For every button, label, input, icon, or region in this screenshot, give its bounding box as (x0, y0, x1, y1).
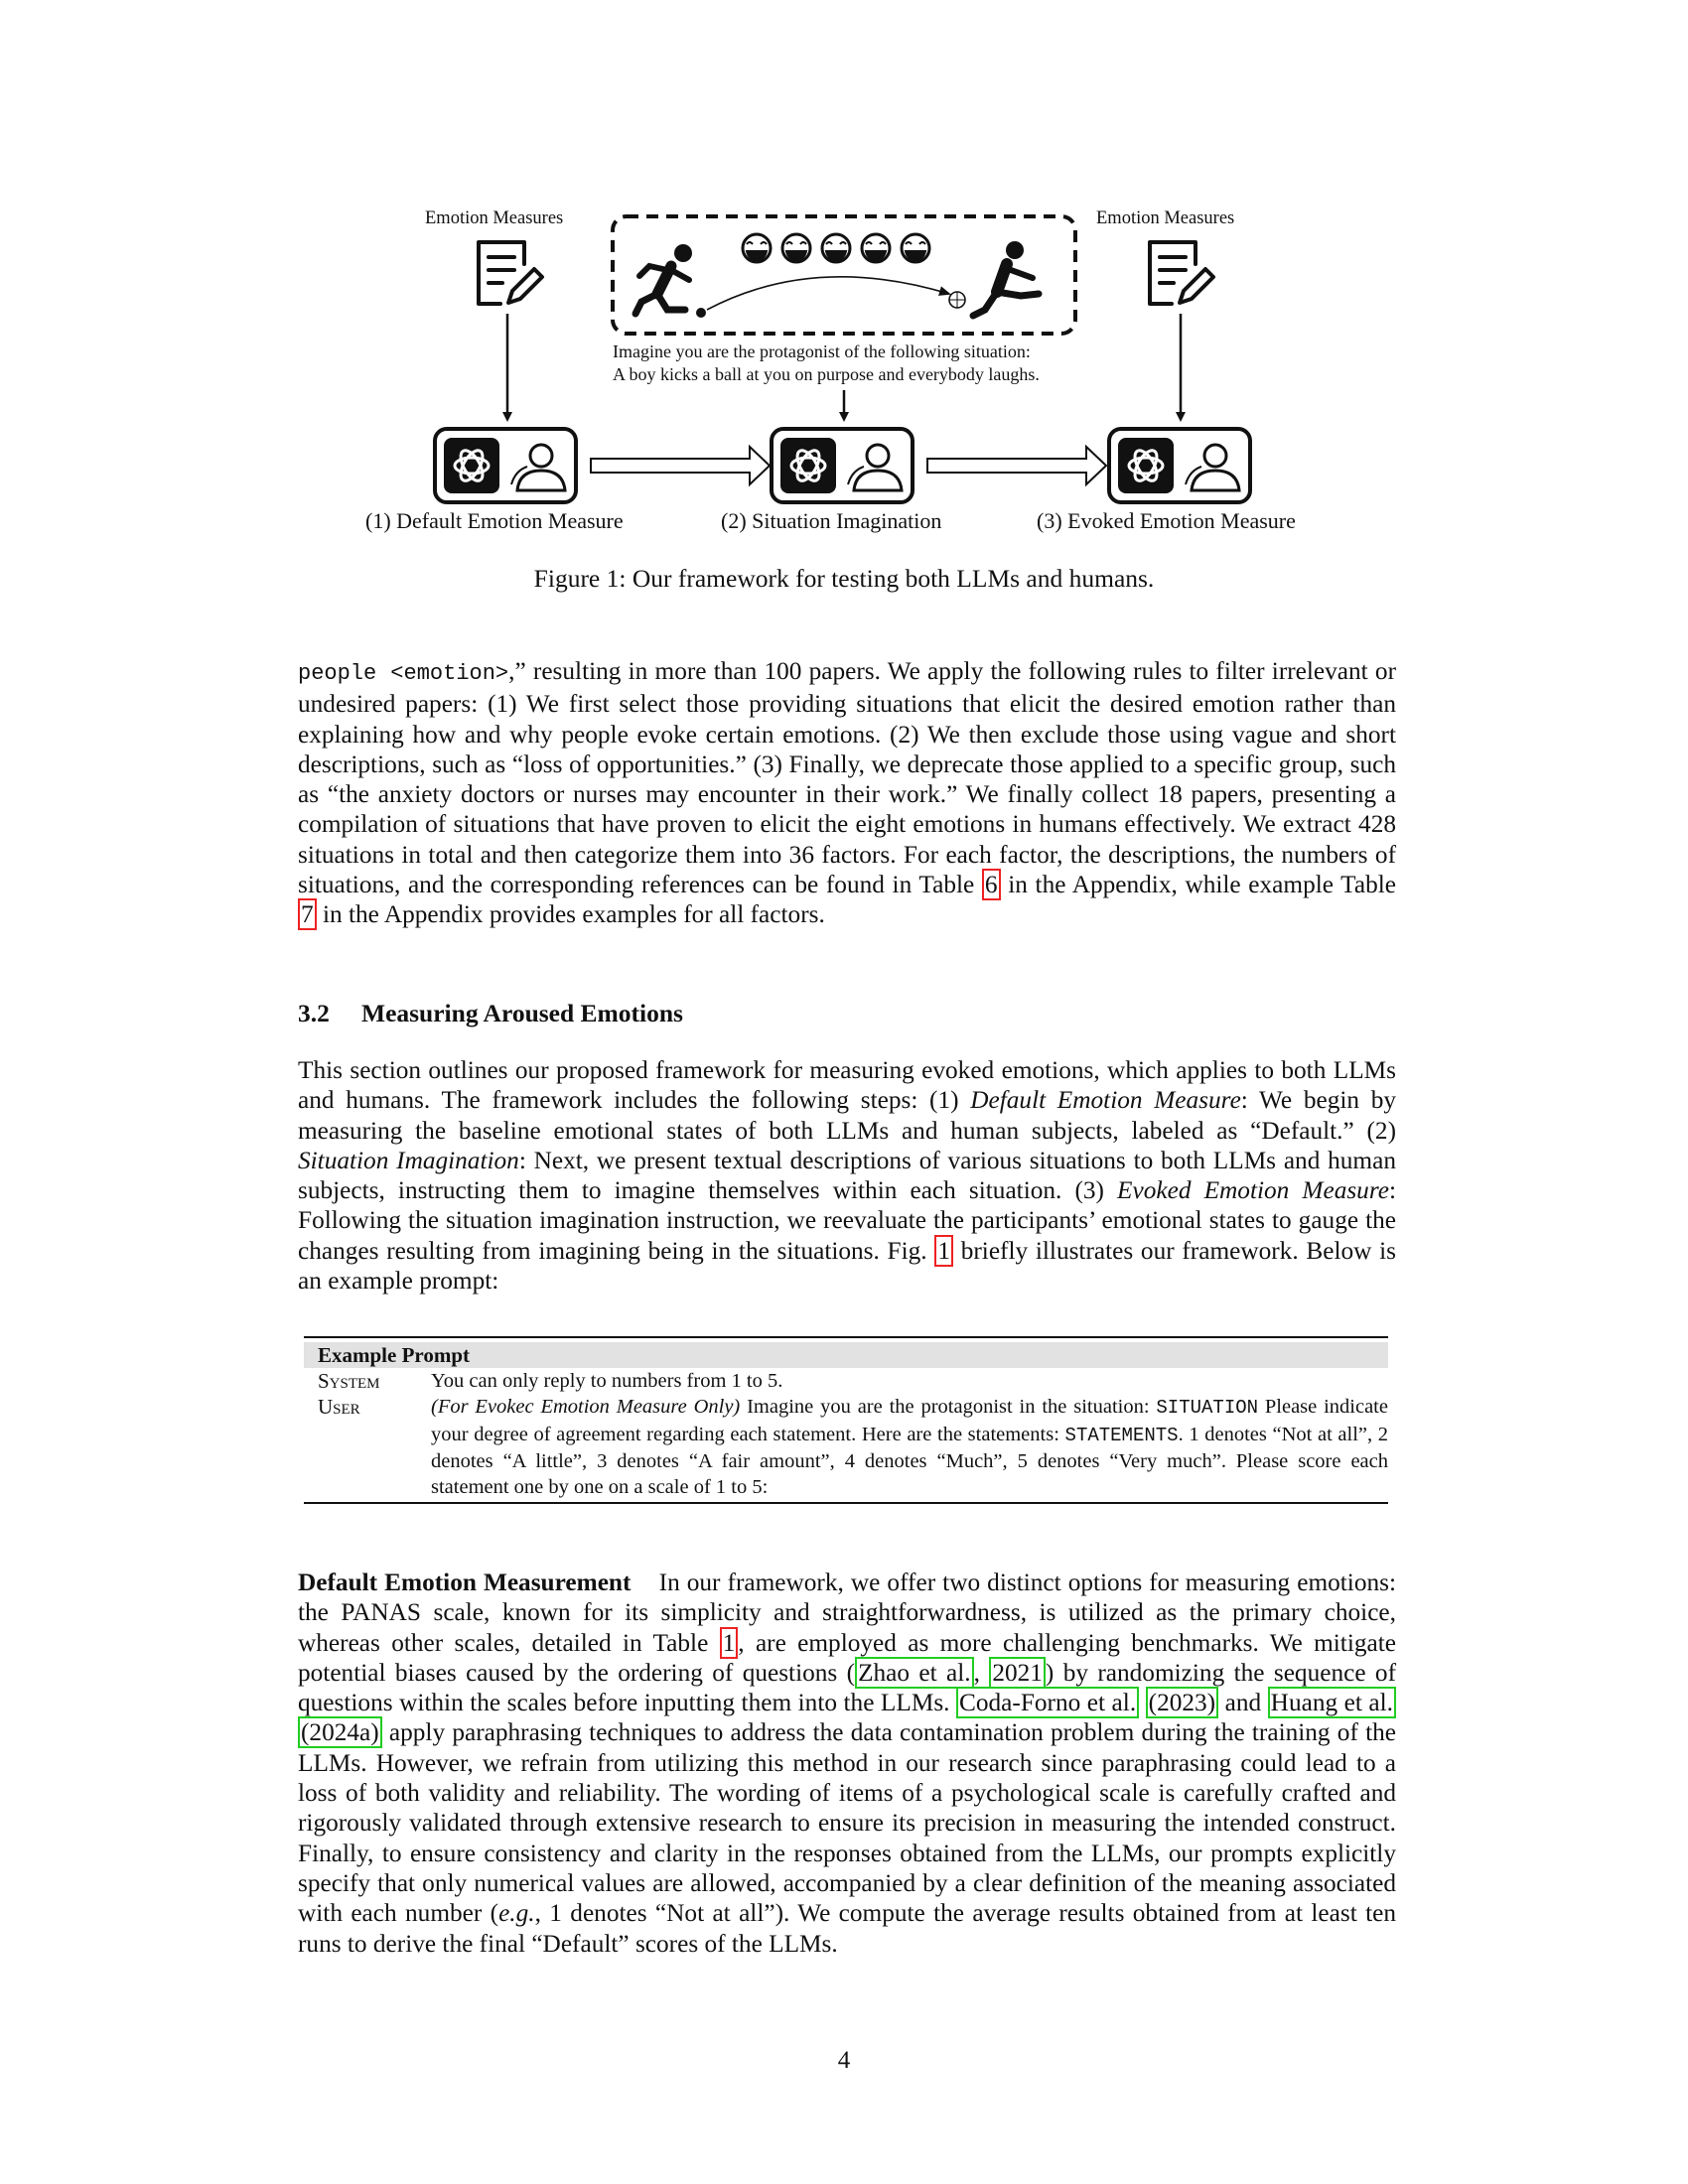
framework-diagram (0, 0, 1688, 556)
user-text: (For Evokec Emotion Measure Only) Imagine you are the protagonist in the situation: SITUATION Please indicate your degree of agreement regarding each statement. Here are the statements: STATEMENTS. 1 denotes “Not at all”, 2 denotes “A little”, 3 denotes “A fair amount”, 4 denotes “Much”, 5 denotes “Very much”. Please score each statement one by one on a scale of 1 to 5: (431, 1396, 1388, 1499)
emotion-measures-label-right: Emotion Measures (1096, 208, 1235, 228)
step2-label: (2) Situation Imagination (721, 508, 942, 533)
ball-trajectory (707, 277, 949, 310)
laughing-faces-icon (743, 234, 929, 262)
falling-person-icon (973, 241, 1039, 316)
cite-huang-year[interactable]: (2024a) (298, 1716, 382, 1748)
arrow-right-2 (927, 447, 1106, 484)
user-row (304, 1394, 1388, 1500)
step3-label: (3) Evoked Emotion Measure (1037, 508, 1296, 533)
paragraph-default-measurement: Default Emotion Measurement In our framework, we offer two distinct options for measuring emotions: the PANAS scale, known for its simplicity and straightforwardness, is utilized as the primary choice, whereas other scales, detailed in Table 1 , are employed as more challenging benchmarks. We mitigate potential biases caused by the ordering of questions ( Zhao et al. , 2021 ) by randomizing the sequence of questions within the scales before inputting them into the LLMs. Coda-Forno et al. (2023) and Huang et al. (2024a) apply paraphrasing techniques to address the data contamination problem during the training of the LLMs. However, we refrain from utilizing this method in our research since paraphrasing could lead to a loss of both validity and reliability. The wording of items of a psychological scale is carefully crafted and rigorously validated through extensive research to ensure its precision in measuring the intended construct. Finally, to ensure consistency and clarity in the responses obtained from the LLMs, our prompts explicitly specify that only numerical values are allowed, accompanied by a clear definition of the meaning associated with each number (e.g., 1 denotes “Not at all”). We compute the average results obtained from at least ten runs to derive the final “Default” scores of the LLMs. (298, 1569, 1397, 1958)
user-role: User (318, 1395, 360, 1420)
section-title: Measuring Aroused Emotions (361, 999, 683, 1027)
situation-prompt-line1: Imagine you are the protagonist of the following situation: (613, 341, 1031, 361)
questionnaire-icon-right (1150, 242, 1213, 304)
cite-zhao-year[interactable]: 2021 (989, 1657, 1046, 1689)
emotion-measures-label-left: Emotion Measures (425, 208, 564, 228)
cite-huang[interactable]: Huang et al. (1268, 1687, 1396, 1718)
code-snippet: people <emotion> (298, 661, 509, 686)
page-number: 4 (837, 2047, 851, 2074)
figure-ref-1[interactable]: 1 (934, 1235, 953, 1267)
system-row (304, 1368, 1388, 1394)
arrow-right-1 (591, 447, 770, 484)
llm-human-box-2 (772, 429, 913, 502)
example-prompt-box (304, 1336, 1388, 1504)
system-role: System (318, 1369, 380, 1393)
table-ref-6[interactable]: 6 (982, 869, 1001, 900)
system-text: You can only reply to numbers from 1 to 5. (431, 1370, 783, 1392)
llm-human-box-3 (1109, 429, 1250, 502)
figure-caption: Figure 1: Our framework for testing both LLMs and humans. (533, 564, 1155, 593)
section-heading (298, 999, 683, 1028)
section-number: 3.2 (298, 999, 330, 1027)
cite-zhao[interactable]: Zhao et al. (855, 1657, 974, 1689)
paragraph-heading: Default Emotion Measurement (298, 1569, 632, 1596)
paragraph-framework: This section outlines our proposed framework for measuring evoked emotions, which applies to both LLMs and humans. The framework includes the following steps: (1) Default Emotion Measure: We begin by measuring the baseline emotional states of both LLMs and human subjects, labeled as “Default.” (2) Situation Imagination: Next, we present textual descriptions of various situations to both LLMs and human subjects, instructing them to imagine themselves within each situation. (3) Evoked Emotion Measure: Following the situation imagination instruction, we reevaluate the participants’ emotional states to gauge the changes resulting from imagining being in the situations. Fig. 1 briefly illustrates our framework. Below is an example prompt: (298, 1056, 1397, 1296)
questionnaire-icon-left (479, 242, 542, 304)
table-ref-7[interactable]: 7 (298, 898, 317, 930)
step1-label: (1) Default Emotion Measure (365, 508, 624, 533)
table-ref-1[interactable]: 1 (720, 1627, 739, 1659)
cite-coda-forno-year[interactable]: (2023) (1146, 1687, 1218, 1718)
kicking-boy-icon (635, 244, 706, 318)
paragraph-collection: people <emotion>,” resulting in more than 100 papers. We apply the following rules to filter irrelevant or undesired papers: (1) We first select those providing situations that elicit the desired emotion rather than explaining how and why people evoke certain emotions. (2) We then exclude those using vague and short descriptions, such as “loss of opportunities.” (3) Finally, we deprecate those applied to a specific group, such as “the anxiety doctors or nurses may encounter in their work.” We finally collect 18 papers, presenting a compilation of situations that have proven to elicit the eight emotions in humans effectively. We extract 428 situations in total and then categorize them into 36 factors. For each factor, the descriptions, the numbers of situations, and the corresponding references can be found in Table 6 in the Appendix, while example Table 7 in the Appendix provides examples for all factors. (298, 657, 1396, 929)
ball-icon (949, 292, 965, 308)
example-prompt-header: Example Prompt (304, 1342, 1388, 1368)
llm-human-box-1 (435, 429, 576, 502)
cite-coda-forno[interactable]: Coda-Forno et al. (956, 1687, 1139, 1718)
situation-prompt-line2: A boy kicks a ball at you on purpose and everybody laughs. (613, 364, 1040, 384)
